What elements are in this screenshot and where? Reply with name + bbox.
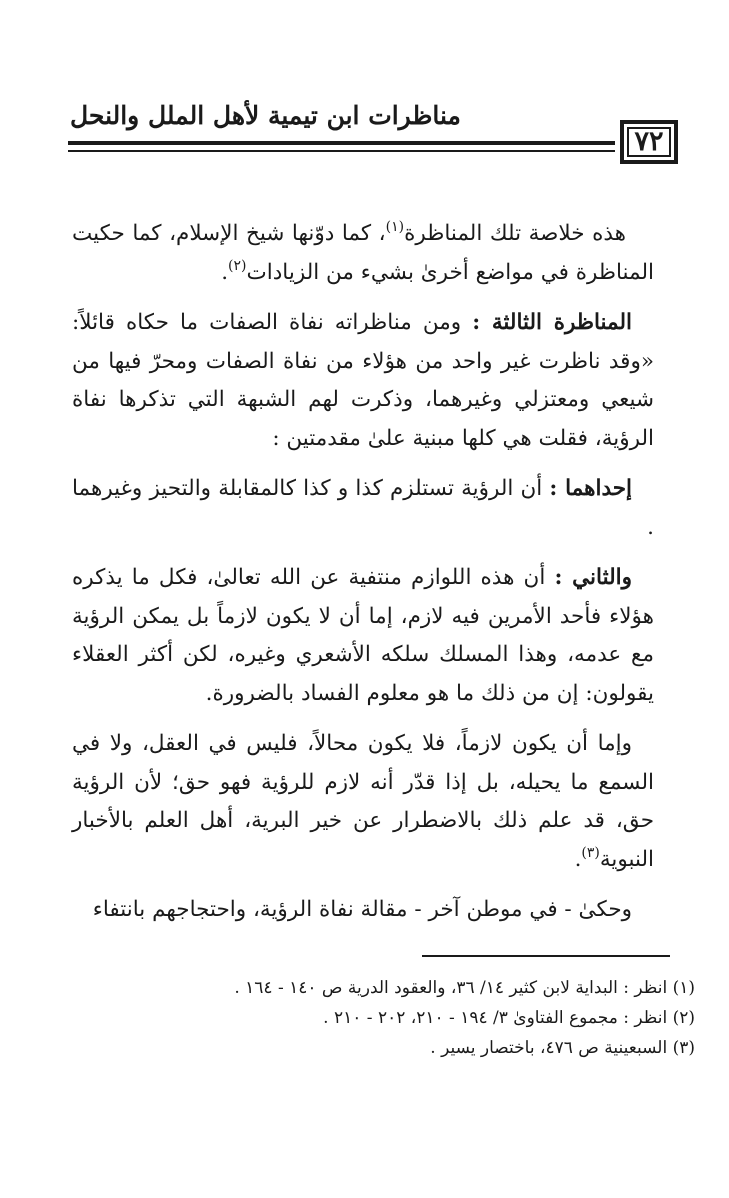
paragraph-text: ، كما دوّنها شيخ الإسلام، كما حكيت المناظرة في مواضع أخرىٰ بشيء من الزيادات — [72, 221, 654, 285]
footnote: (٢) انظر : مجموع الفتاوىٰ ٣/ ١٩٤ - ٢١٠، ٢٠٢ - ٢١٠ . — [323, 1008, 695, 1028]
section-label: المناظرة الثالثة : — [472, 310, 632, 335]
paragraph-text: هذه خلاصة تلك المناظرة — [404, 221, 626, 246]
paragraph-text: وإما أن يكون لازماً، فلا يكون محالاً، فليس في العقل، ولا في السمع ما يحيله، بل إذا قدّر أنه لازم للرؤية فهو حق؛ لأن الرؤية حق، قد علم ذلك بالاضطرار عن خير البرية، أهل العلم بالأخبار النبوية — [72, 731, 654, 872]
footnote: (١) انظر : البداية لابن كثير ١٤/ ٣٦، والعقود الدرية ص ١٤٠ - ١٦٤ . — [234, 978, 695, 998]
footnote-marker: (٢) — [228, 257, 247, 274]
header-rule-thin — [68, 150, 615, 152]
paragraph-text: . — [221, 259, 229, 285]
main-text — [72, 215, 654, 942]
premise-label: إحداهما : — [549, 476, 632, 501]
paragraph-first-premise — [72, 470, 654, 547]
running-header-title: مناظرات ابن تيمية لأهل الملل والنحل — [70, 101, 461, 130]
paragraph-third-debate — [72, 304, 654, 458]
page-number: ٧٢ — [620, 120, 678, 164]
paragraph-summary — [72, 215, 654, 292]
paragraph-second-premise — [72, 559, 654, 713]
footnote-separator — [422, 955, 670, 957]
footnotes — [120, 973, 695, 1063]
footnote-marker: (١) — [385, 219, 405, 235]
paragraph-text: . — [574, 846, 582, 872]
paragraph-text: وحكىٰ - في موطن آخر - مقالة نفاة الرؤية، واحتجاجهم بانتفاء — [92, 897, 632, 922]
premise-label: والثاني : — [554, 565, 632, 590]
paragraph-text: أن هذه اللوازم منتفية عن الله تعالىٰ، فكل ما يذكره هؤلاء فأحد الأمرين فيه لازم، إما أن لا يكون لازماً بل يمكن الرؤية مع عدمه، وهذا المسلك سلكه الأشعري وغيره، لكن أكثر العقلاء يقولون: إن من ذلك ما هو معلوم الفساد بالضرورة. — [72, 565, 654, 706]
paragraph-continuation — [72, 891, 654, 930]
header-rule-thick — [68, 141, 615, 145]
footnote: (٣) السبعينية ص ٤٧٦، باختصار يسير . — [430, 1038, 695, 1058]
footnote-marker: (٣) — [581, 844, 600, 861]
paragraph-text: أن الرؤية تستلزم كذا و كذا كالمقابلة والتحيز وغيرهما . — [72, 476, 654, 540]
paragraph-necessity — [72, 725, 654, 879]
paragraph-text: ومن مناظراته نفاة الصفات ما حكاه قائلاً: «وقد ناظرت غير واحد من هؤلاء من نفاة الصفات ومحرّ فيها من شيعي ومعتزلي وغيرهما، وذكرت لهم الشبهة التي تذكرها نفاة الرؤية، فقلت هي كلها مبنية علىٰ مقدمتين : — [72, 310, 654, 451]
